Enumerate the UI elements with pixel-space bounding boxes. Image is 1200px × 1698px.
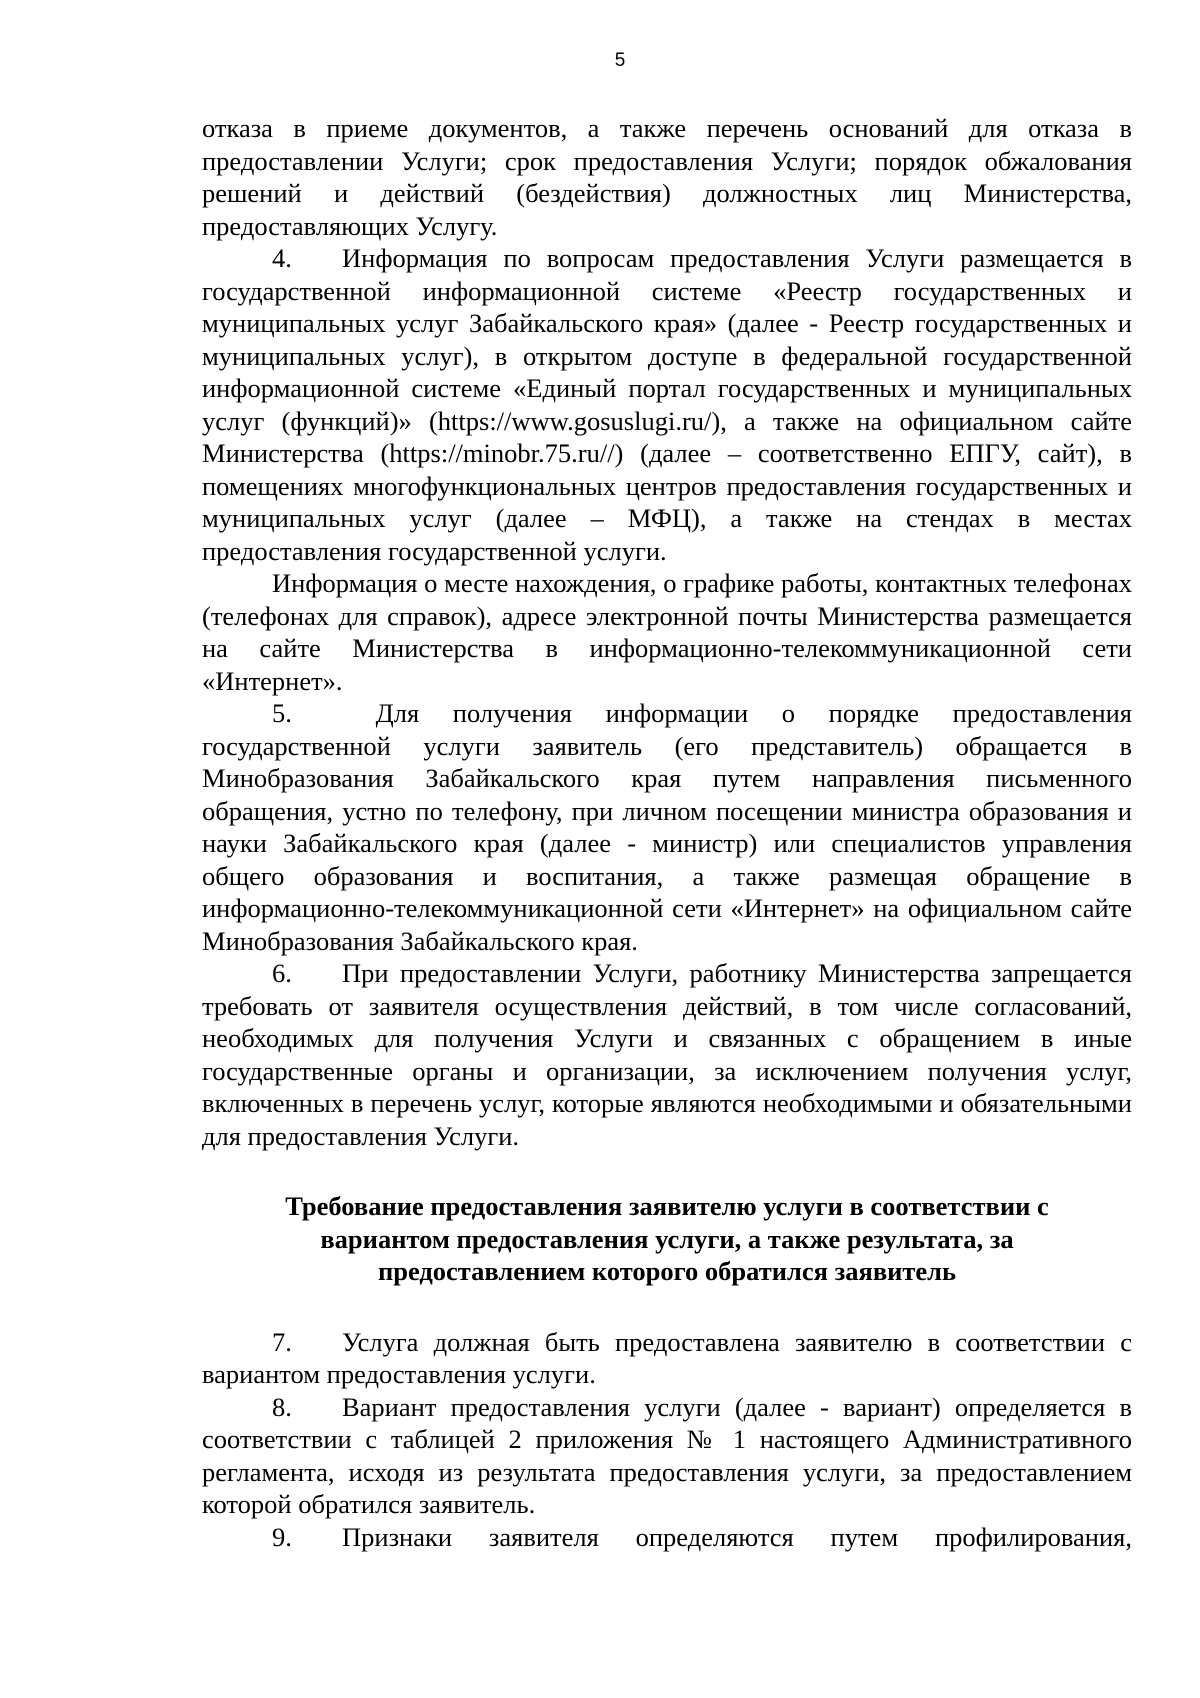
- paragraph-7-text: Услуга должная быть предоставлена заявителю в соответствии с вариантом предоставления услуги.: [202, 1326, 1132, 1389]
- section-heading: Требование предоставления заявителю услуги в соответствии с вариантом предоставления услуги, а также результата, за предоставлением которого обратился заявитель: [285, 1191, 1049, 1286]
- paragraph-5-text: Для получения информации о порядке предоставления государственной услуги заявитель (его представитель) обращается в Минобразования Забайкальского края путем направления письменного обращения, устно по телефону, при личном посещении министра образования и науки Забайкальского края (далее - министр) или специалистов управления общего образования и воспитания, а также размещая обращение в информационно-телекоммуникационной сети «Интернет» на официальном сайте Минобразования Забайкальского края.: [202, 698, 1132, 956]
- paragraph-9: [202, 1521, 1132, 1554]
- continuation-paragraph: отказа в приеме документов, а также перечень оснований для отказа в предоставлении Услуги; срок предоставления Услуги; порядок обжалования решений и действий (бездействия) должностных лиц Министерства, предоставляющих Услугу.: [202, 113, 1132, 241]
- paragraph-8-text: Вариант предоставления услуги (далее - вариант) определяется в соответствии с таблицей 2 приложения № 1 настоящего Административного регламента, исходя из результата предоставления услуги, за предоставлением которой обратился заявитель.: [202, 1391, 1132, 1519]
- paragraph-9-number: 9.: [272, 1521, 292, 1552]
- paragraph-4-contacts: Информация о месте нахождения, о графике работы, контактных телефонах (телефонах для справок), адресе электронной почты Министерства размещается на сайте Министерства в информационно-телекоммуникационной сети «Интернет».: [202, 568, 1132, 696]
- paragraph-8: [202, 1391, 1132, 1521]
- paragraph-6-number: 6.: [272, 958, 292, 988]
- paragraph-7-number: 7.: [272, 1326, 292, 1357]
- paragraph-6: [202, 957, 1132, 1152]
- paragraph-9-text: Признаки заявителя определяются путем профилирования,: [342, 1521, 1132, 1552]
- paragraph-8-number: 8.: [272, 1391, 292, 1422]
- paragraph-7: [202, 1326, 1132, 1391]
- paragraph-5: [202, 697, 1132, 957]
- paragraph-4-text: Информация по вопросам предоставления Услуги размещается в государственной информационной системе «Реестр государственных и муниципальных услуг Забайкальского края» (далее - Реестр государственных и муниципальных услуг), в открытом доступе в федеральной государственной информационной системе «Единый портал государственных и муниципальных услуг (функций)» (https://www.gosuslugi.ru/), а также на официальном сайте Министерства (https://minobr.75.ru//) (далее – соответственно ЕПГУ, сайт), в помещениях многофункциональных центров предоставления государственных и муниципальных услуг (далее – МФЦ), а также на стендах в местах предоставления государственной услуги.: [202, 243, 1132, 566]
- paragraph-6-text: При предоставлении Услуги, работнику Министерства запрещается требовать от заявителя осуществления действий, в том числе согласований, необходимых для получения Услуги и связанных с обращением в иные государственные органы и организации, за исключением получения услуг, включенных в перечень услуг, которые являются необходимыми и обязательными для предоставления Услуги.: [202, 958, 1132, 1151]
- paragraph-4: [202, 242, 1132, 567]
- page-number: 5: [614, 50, 626, 71]
- document-body: [202, 112, 1132, 1553]
- paragraph-5-number: 5.: [272, 698, 292, 728]
- paragraph-4-number: 4.: [272, 243, 292, 273]
